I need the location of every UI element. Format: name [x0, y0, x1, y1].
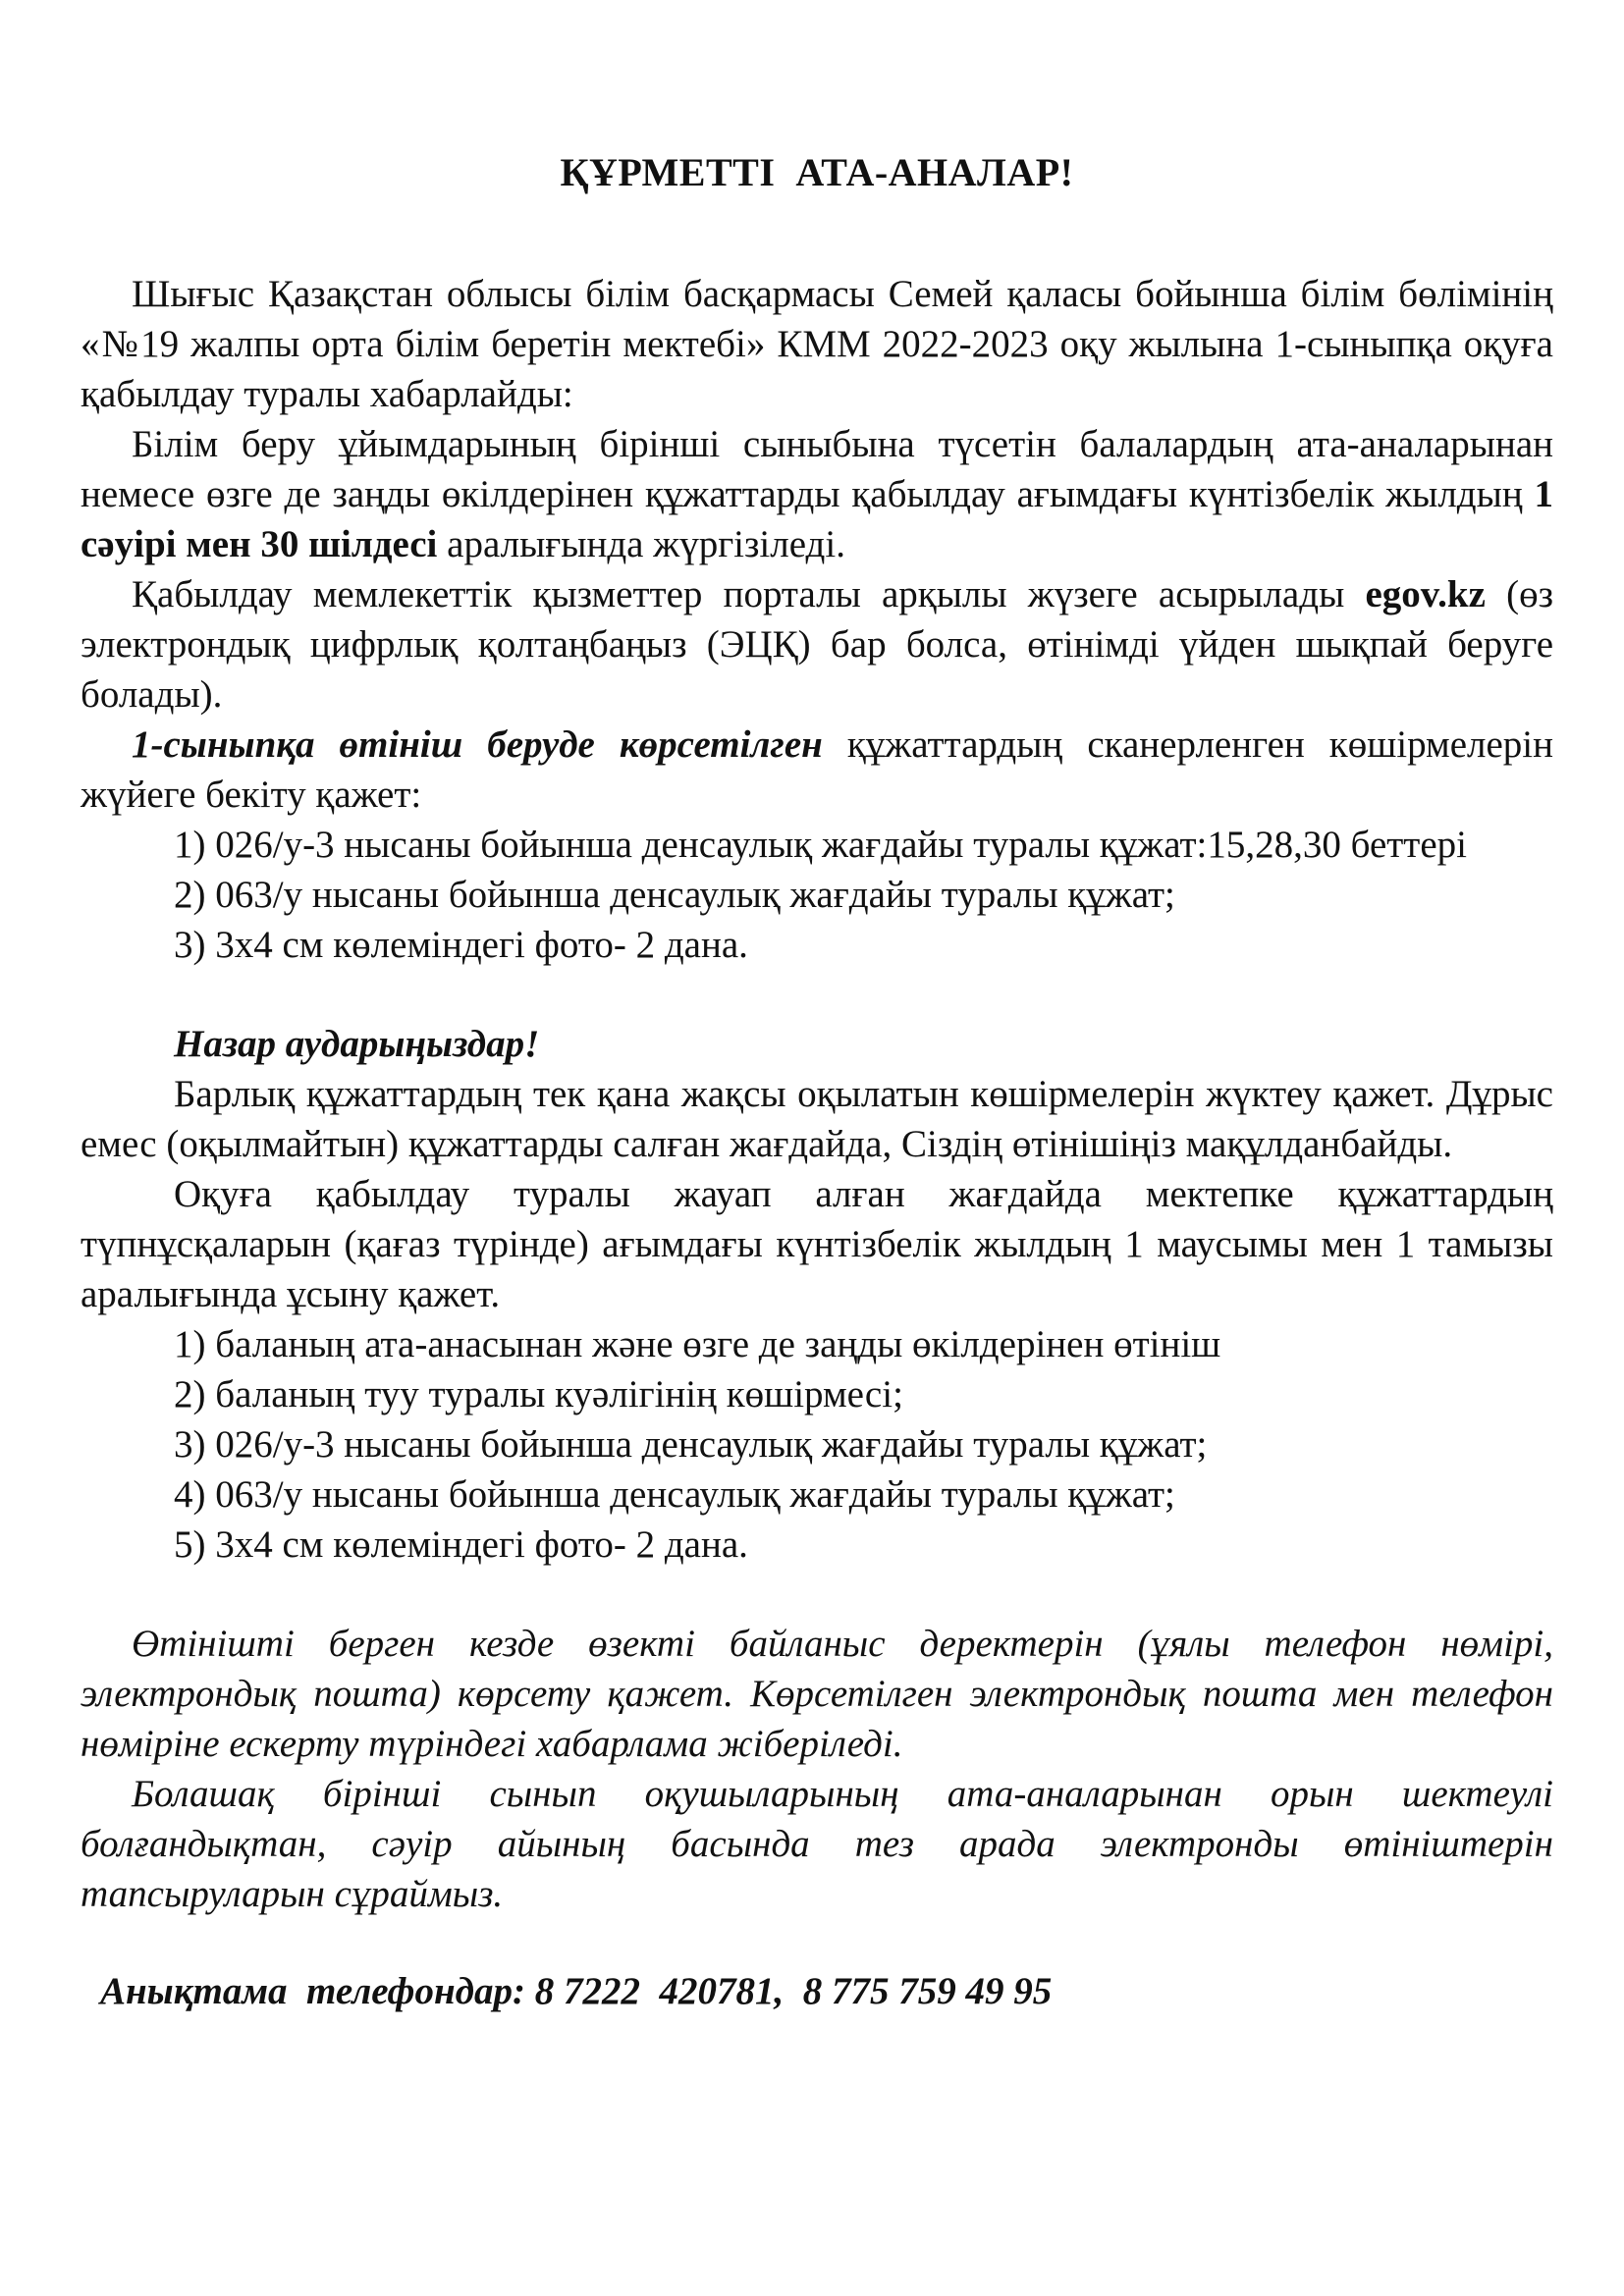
admission-period-tail: аралығында жүргізіледі.	[437, 523, 845, 565]
attention-paragraph-copies: Барлық құжаттардың тек қана жақсы оқылатын көшірмелерін жүктеу қажет. Дұрыс емес (оқылмайтын) құжаттарды салған жағдайда, Сіздің өтінішіңіз мақұлданбайды.	[81, 1073, 1553, 1165]
egov-text: Қабылдау мемлекеттік қызметтер порталы арқылы жүзеге асырылады	[132, 573, 1366, 615]
online-docs-emphasis: 1-сыныпқа өтініш беруде көрсетілген	[132, 723, 823, 766]
attention-heading: Назар аударыңыздар!	[174, 1023, 540, 1065]
original-doc-item: 1) баланың ата-анасынан және өзге де заңды өкілдерінен өтініш	[174, 1323, 1221, 1365]
intro-paragraph: Шығыс Қазақстан облысы білім басқармасы Семей қаласы бойынша білім бөлімінің «№19 жалпы орта білім беретін мектебі» КММ 2022-2023 оқу жылына 1-сыныпқа оқуға қабылдау туралы хабарлайды:	[81, 273, 1553, 415]
admission-period-dates: 1 сәуірі мен 30 шілдесі	[81, 473, 1553, 565]
online-doc-item: 3) 3х4 см көлеміндегі фото- 2 дана.	[174, 924, 748, 966]
spacer	[81, 1570, 1553, 1619]
admission-period-paragraph	[81, 419, 1553, 569]
admission-period-text: Білім беру ұйымдарының бірінші сыныбына түсетін балалардың ата-аналарынан немесе өзге де заңды өкілдерінен құжаттарды қабылдау ағымдағы күнтізбелік жылдың	[81, 423, 1553, 515]
egov-tail: (өз электрондық цифрлық қолтаңбаңыз (ЭЦҚ) бар болса, өтінімді үйден шықпай беруге болады).	[81, 573, 1553, 716]
contact-details-note: Өтінішті берген кезде өзекті байланыс деректерін (ұялы телефон нөмірі, электрондық пошта) көрсету қажет. Көрсетілген электрондық пошта мен телефон нөміріне ескерту түріндегі хабарлама жіберіледі.	[81, 1623, 1553, 1765]
online-doc-item: 2) 063/у нысаны бойынша денсаулық жағдайы туралы құжат;	[174, 874, 1175, 916]
egov-paragraph	[81, 569, 1553, 720]
original-doc-item: 5) 3х4 см көлеміндегі фото- 2 дана.	[174, 1523, 748, 1566]
original-doc-item: 2) баланың туу туралы куәлігінің көшірмесі;	[174, 1373, 903, 1415]
reference-phones: Анықтама телефондар: 8 7222 420781, 8 775 759 49 95	[100, 1970, 1053, 2012]
document-page	[81, 147, 1553, 2016]
page-title: ҚҰРМЕТТІ АТА-АНАЛАР!	[560, 150, 1074, 194]
original-doc-item: 4) 063/у нысаны бойынша денсаулық жағдайы туралы құжат;	[174, 1473, 1175, 1516]
egov-link-text: egov.kz	[1365, 573, 1486, 615]
online-docs-intro-tail: құжаттардың сканерленген көшірмелерін жүйеге бекіту қажет:	[81, 723, 1553, 816]
online-doc-item: 1) 026/у-3 нысаны бойынша денсаулық жағдайы туралы құжат:15,28,30 беттері	[174, 824, 1467, 866]
early-application-note: Болашақ бірінші сынып оқушыларының ата-аналарынан орын шектеулі болғандықтан, сәуір айының басында тез арада электронды өтініштерін тапсыруларын сұраймыз.	[81, 1773, 1553, 1915]
attention-paragraph-originals: Оқуға қабылдау туралы жауап алған жағдайда мектепке құжаттардың түпнұсқаларын (қағаз түрінде) ағымдағы күнтізбелік жылдың 1 маусымы мен 1 тамызы аралығында ұсыну қажет.	[81, 1173, 1553, 1315]
online-docs-intro	[81, 720, 1553, 820]
original-doc-item: 3) 026/у-3 нысаны бойынша денсаулық жағдайы туралы құжат;	[174, 1423, 1208, 1466]
